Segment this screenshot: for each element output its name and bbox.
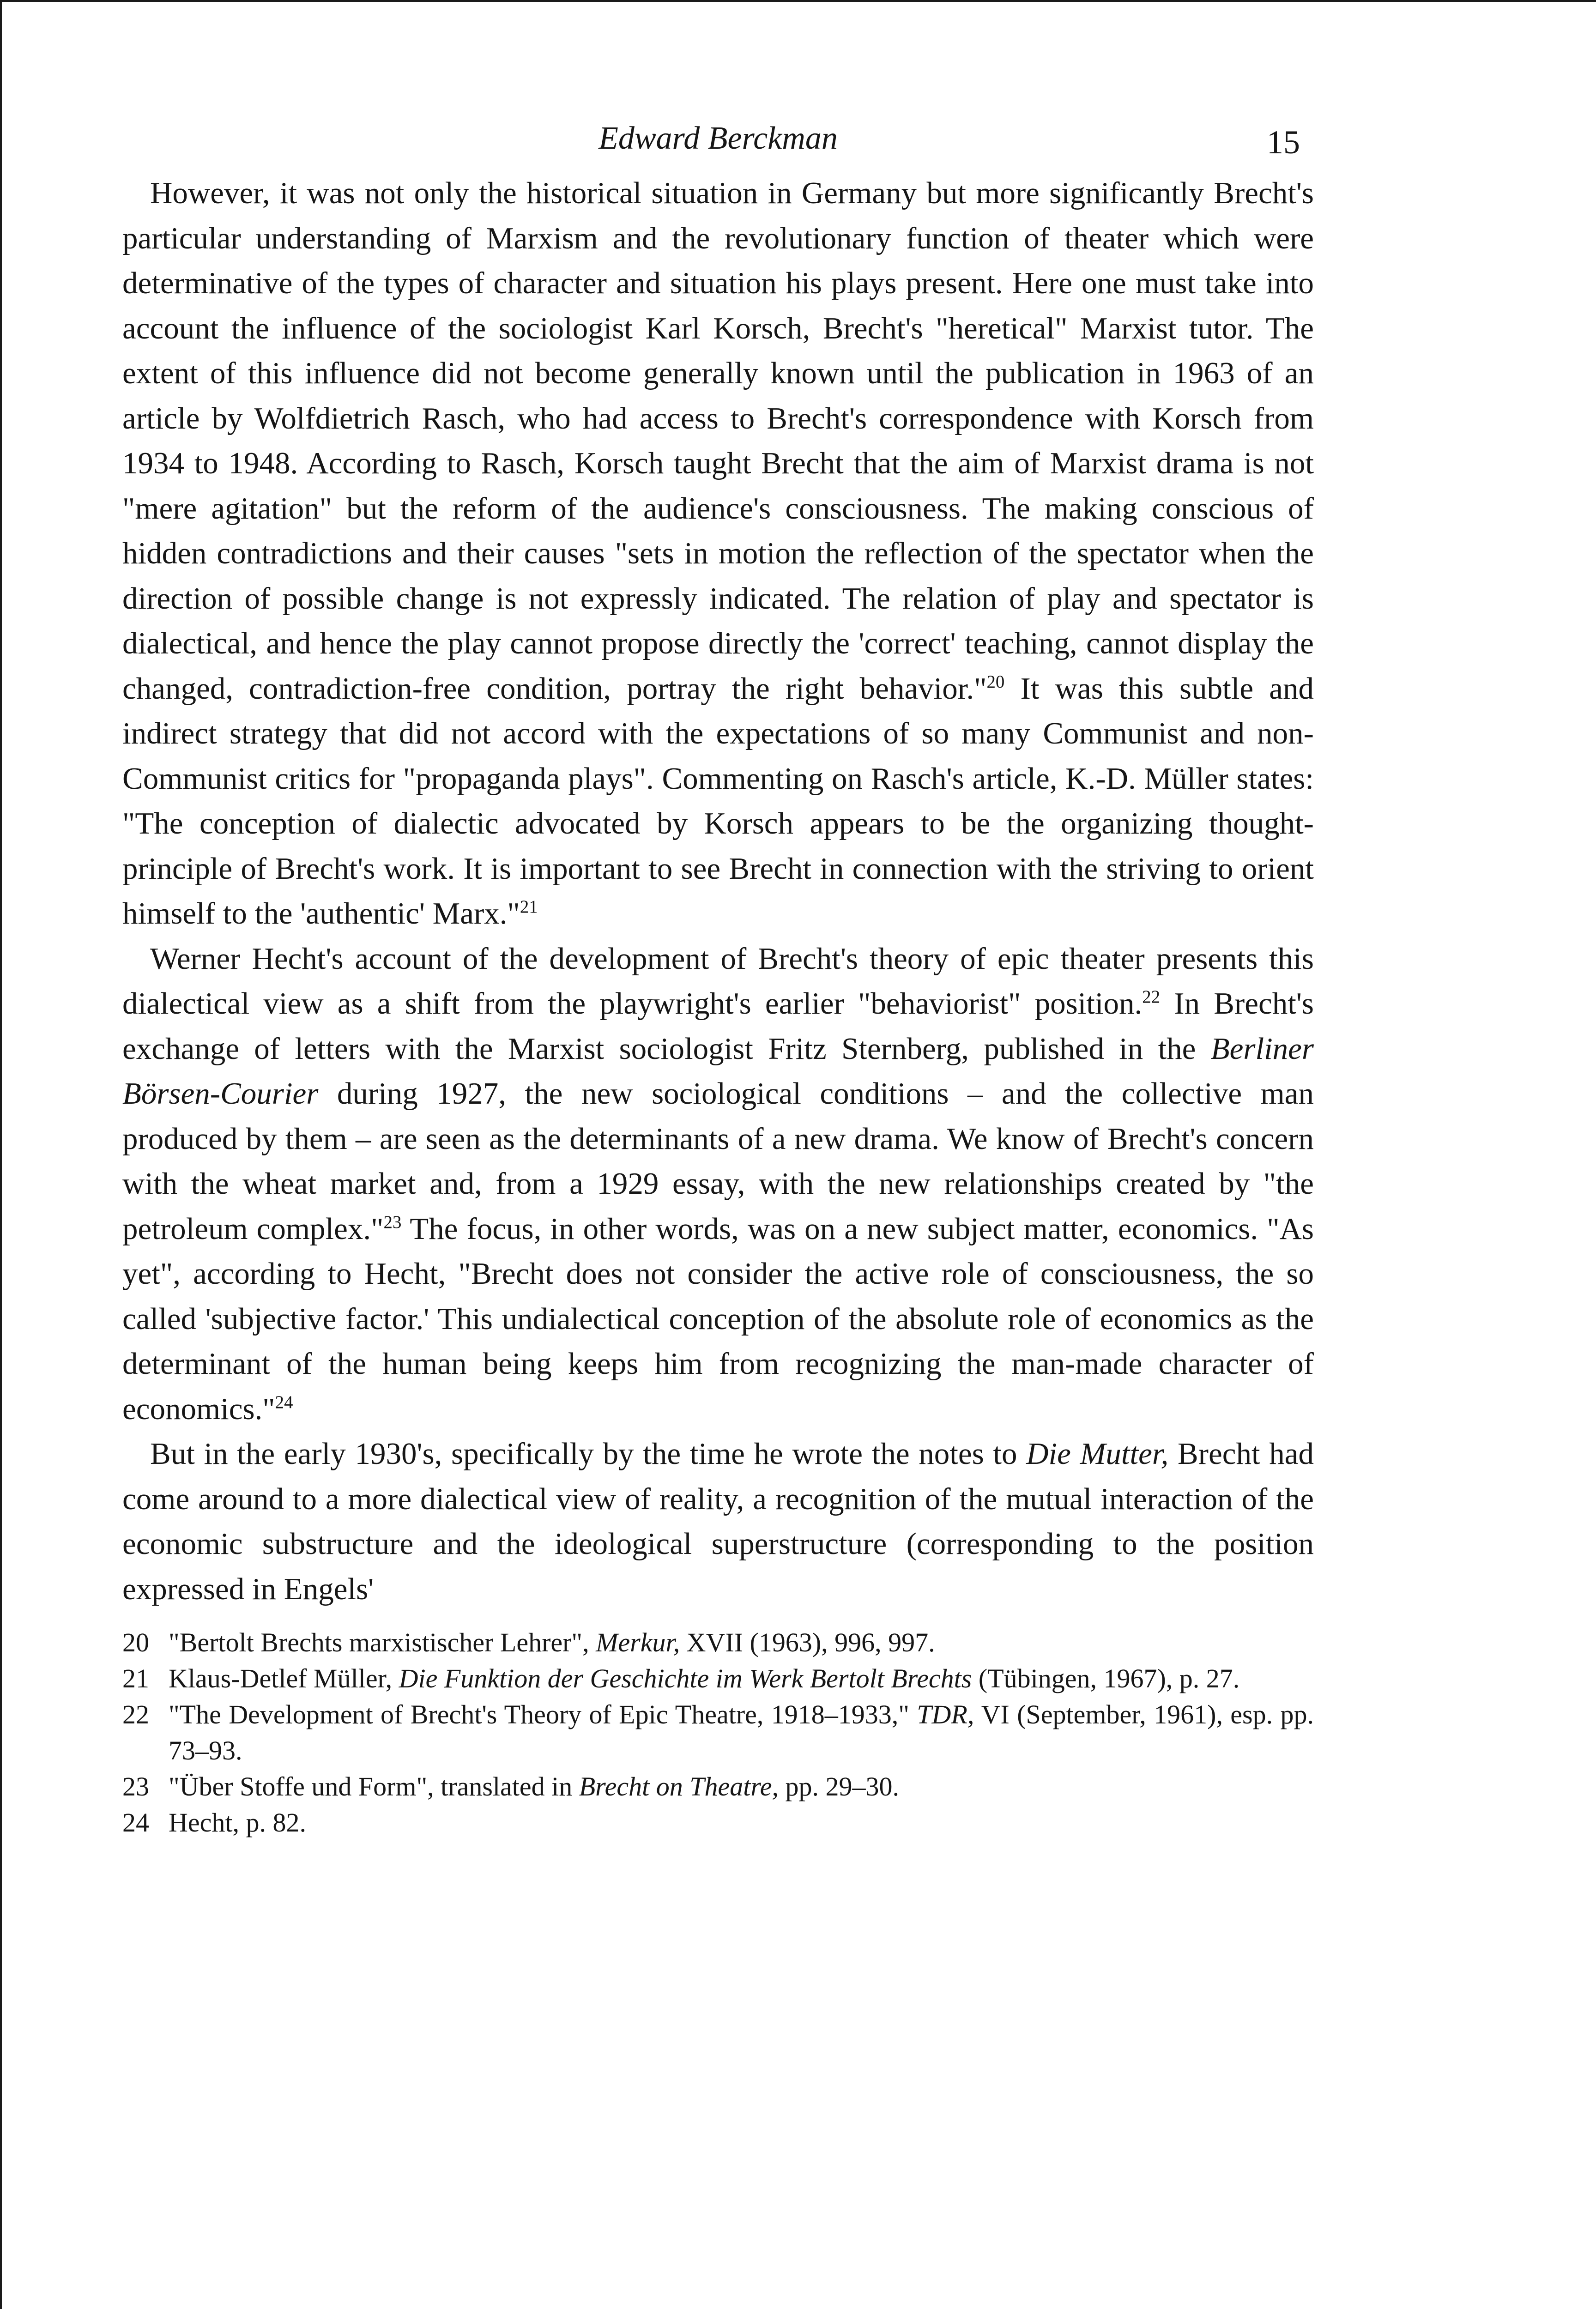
footnote-text [169,1805,1314,1841]
paragraph-2 [122,937,1314,1432]
page-edge-left [0,0,2,2309]
footnote-text-part: Klaus-Detlef Müller, [169,1663,399,1693]
paragraph-text: during 1927, the new sociological conditions – and the collective man produced by them – are seen as the determinants of a new drama. We know of Brecht's concern with the wheat market and, from a 1929 essay, with the new relationships created by "the petroleum complex." [122,1076,1314,1246]
footnote-text [169,1697,1314,1769]
footnote-text-part: XVII (1963), 996, 997. [680,1627,935,1657]
paragraph-3 [122,1432,1314,1612]
page-edge-top [0,0,1596,2]
footnote-24 [122,1805,1314,1841]
footnote-number: 24 [122,1807,149,1838]
footnote-text-part: "The Development of Brecht's Theory of Epic Theatre, 1918–1933," [169,1699,917,1729]
paragraph-text: The focus, in other words, was on a new subject matter, economics. "As yet", according to Hecht, "Brecht does not consider the active role of consciousness, the so called 'subjective factor.' This undialectical conception of the absolute role of economics as the determinant of the human being keeps him from recognizing the man-made character of economics." [122,1211,1314,1426]
footnote-21 [122,1661,1314,1697]
footnote-text-part: Hecht, p. 82. [169,1807,306,1838]
running-head [122,111,1314,166]
footnotes [122,1625,1314,1841]
footnote-20 [122,1625,1314,1661]
footnote-23 [122,1769,1314,1805]
footnote-italic: Merkur, [596,1627,680,1657]
footnote-text [169,1625,1314,1661]
page [122,111,1314,1841]
body-text [122,171,1314,1612]
footnote-text-part: (Tübingen, 1967), p. 27. [972,1663,1240,1693]
footnote-text-part: pp. 29–30. [778,1771,899,1801]
page-number: 15 [1267,124,1300,161]
footnote-text [169,1661,1314,1697]
footnote-ref: 21 [520,896,538,917]
footnote-number: 22 [122,1699,149,1729]
paragraph-text: It was this subtle and indirect strategy that did not accord with the expectations of so many Communist and non-Communist critics for "propaganda plays". Commenting on Rasch's article, K.-D. Müller states: "The conception of dialectic advocated by Korsch appears to be the organizing thought-principle of Brecht's work. It is important to see Brecht in connection with the striving to orient himself to the 'authentic' Marx." [122,671,1314,931]
footnote-22 [122,1697,1314,1769]
footnote-ref: 24 [275,1392,293,1412]
footnote-ref: 23 [383,1212,402,1232]
paragraph-text: Brecht had come around to a more dialectical view of reality, a recognition of the mutual interaction of the economic substructure and the ideological superstructure (corresponding to the position expressed in Engels' [122,1437,1314,1606]
paragraph-text: In Brecht's exchange of letters with the Marxist sociologist Fritz Sternberg, published in the [122,986,1314,1066]
running-head-author: Edward Berckman [598,121,838,156]
paragraph-italic: Die Mutter, [1026,1437,1169,1471]
paragraph-text: But in the early 1930's, specifically by the time he wrote the notes to [150,1437,1027,1471]
footnote-text-part: "Bertolt Brechts marxistischer Lehrer", [169,1627,596,1657]
footnote-italic: Brecht on Theatre, [579,1771,779,1801]
footnote-number: 20 [122,1627,149,1657]
footnote-number: 23 [122,1771,149,1801]
footnote-ref: 20 [986,671,1005,692]
paragraph-text: However, it was not only the historical situation in Germany but more significantly Brecht's particular understanding of Marxism and the revolutionary function of theater which were determinative of the types of character and situation his plays present. Here one must take into account the influence of the sociologist Karl Korsch, Brecht's "heretical" Marxist tutor. The extent of this influence did not become generally known until the publication in 1963 of an article by Wolfdietrich Rasch, who had access to Brecht's correspondence with Korsch from 1934 to 1948. According to Rasch, Korsch taught Brecht that the aim of Marxist drama is not "mere agitation" but the reform of the audience's consciousness. The making conscious of hidden contradictions and their causes "sets in motion the reflection of the spectator when the direction of possible change is not expressly indicated. The relation of play and spectator is dialectical, and hence the play cannot propose directly the 'correct' teaching, cannot display the changed, contradiction-free condition, portray the right behavior." [122,176,1314,706]
footnote-number: 21 [122,1663,149,1693]
paragraph-italic: Berliner Börsen-Courier [122,1031,1314,1111]
paragraph-1 [122,171,1314,937]
footnote-italic: TDR, [917,1699,974,1729]
footnote-text [169,1769,1314,1805]
footnote-ref: 22 [1142,986,1161,1007]
footnote-text-part: VI (September, 1961), esp. pp. 73–93. [169,1699,1314,1765]
paragraph-text: Werner Hecht's account of the development of Brecht's theory of epic theater presents this dialectical view as a shift from the playwright's earlier "behaviorist" position. [122,941,1314,1021]
footnote-text-part: "Über Stoffe und Form", translated in [169,1771,579,1801]
footnote-italic: Die Funktion der Geschichte im Werk Bertolt Brechts [399,1663,972,1693]
